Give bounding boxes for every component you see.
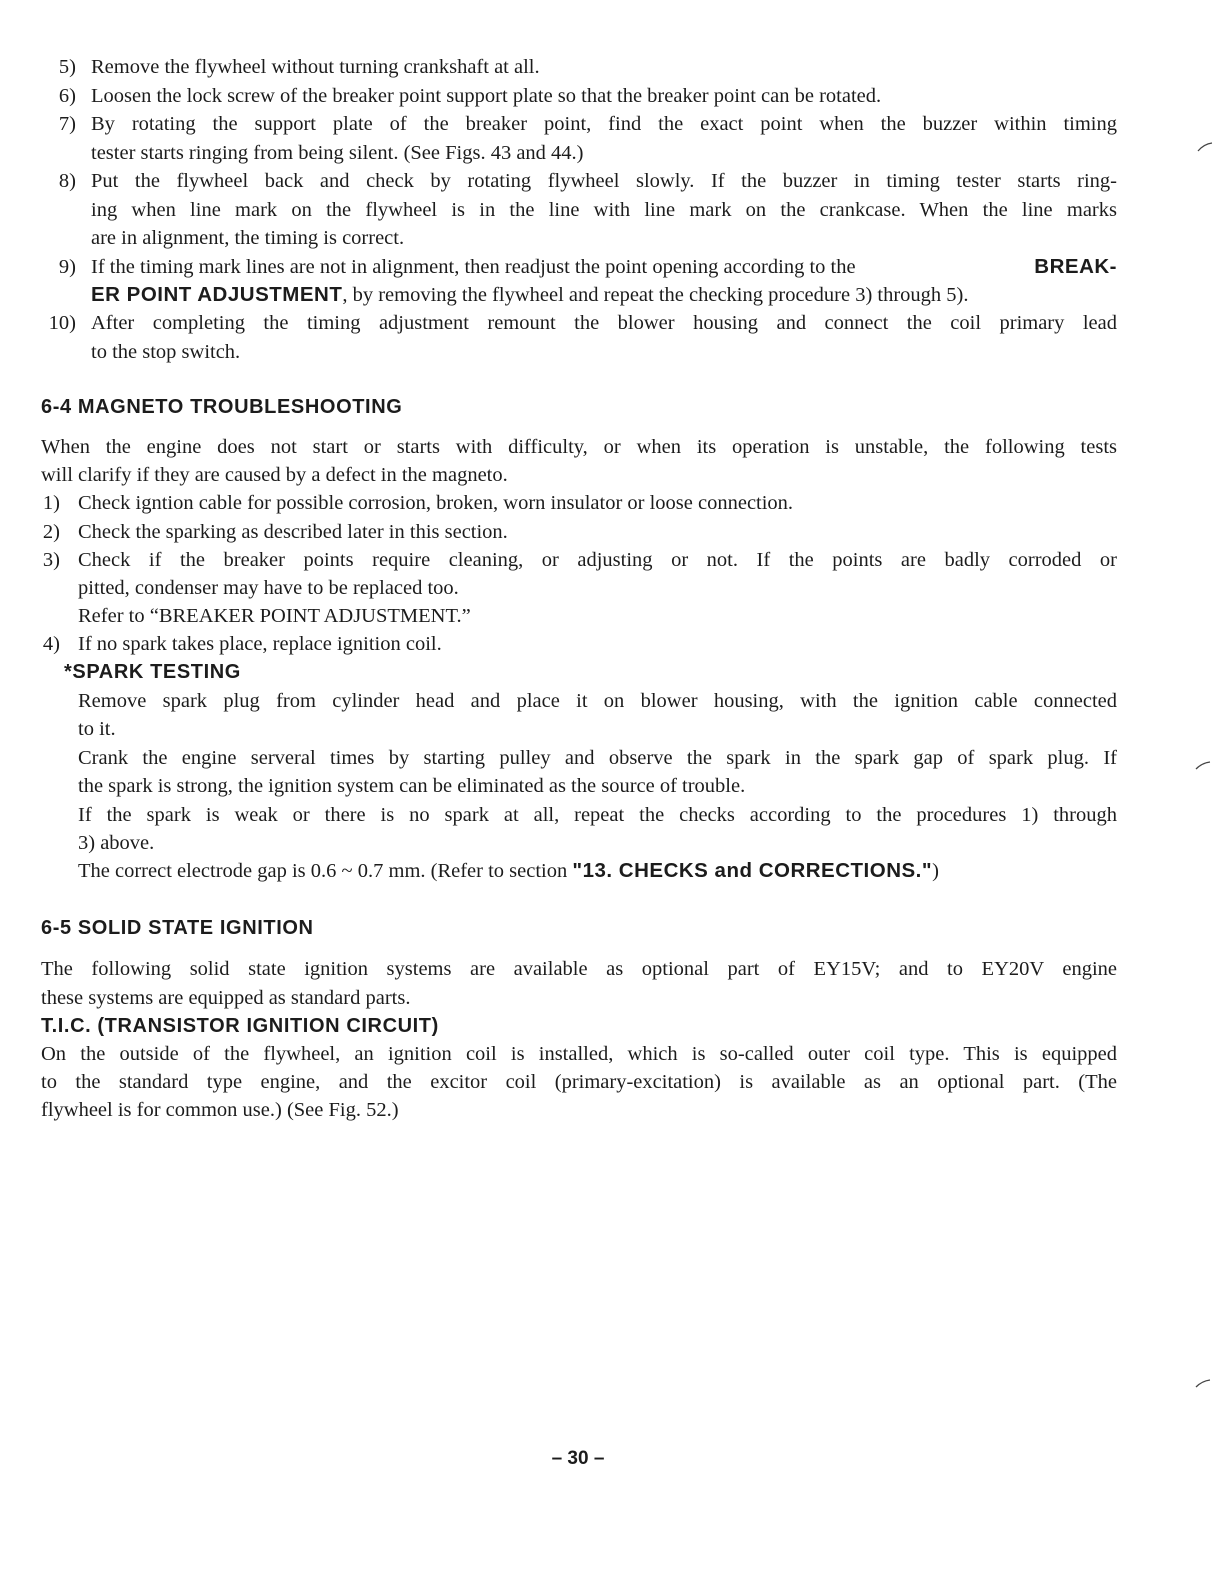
paragraph-line: If the spark is weak or there is no spark at all, repeat the checks according to the procedures 1) through [78,804,1117,826]
step-text: are in alignment, the timing is correct. [91,227,405,249]
check-item-4 [0,630,1227,658]
check-item-3-cont [0,602,1227,630]
spark-testing-line [0,772,1227,800]
step-text-bold: BREAK- [1034,255,1117,278]
check-item-3-cont [0,574,1227,602]
step-text: Put the flywheel back and check by rotating flywheel slowly. If the buzzer in timing tester starts ring- [91,170,1117,192]
gap-reference: "13. CHECKS and CORRECTIONS." [572,859,933,882]
spark-testing-line [0,829,1227,857]
step-text-plain: , by removing the flywheel and repeat the checking procedure 3) through 5). [342,284,969,306]
step-8-cont [0,196,1227,224]
step-7-cont [0,139,1227,167]
item-number: 1) [42,492,60,514]
step-8-cont [0,224,1227,252]
paragraph-line: these systems are equipped as standard parts. [41,987,411,1009]
step-5 [0,53,1227,81]
item-number: 2) [42,521,60,543]
spark-testing-heading: *SPARK TESTING [64,661,241,683]
paragraph-line: Crank the engine serveral times by starting pulley and observe the spark in the spark gap of spark plug. If [78,747,1117,769]
section-heading-6-4: 6-4 MAGNETO TROUBLESHOOTING [41,396,403,418]
item-text: Check the sparking as described later in this section. [78,521,508,543]
paragraph-line: will clarify if they are caused by a defect in the magneto. [41,464,508,486]
item-text: If no spark takes place, replace ignition coil. [78,633,442,655]
step-text: to the stop switch. [91,341,241,363]
margin-mark [1194,758,1214,772]
step-number: 6) [58,85,76,107]
item-number: 3) [42,549,60,571]
step-text [91,281,969,309]
paragraph-line: flywheel is for common use.) (See Fig. 52.) [41,1099,399,1121]
step-text-plain: If the timing mark lines are not in alignment, then readjust the point opening according to the [91,256,856,278]
item-text: pitted, condenser may have to be replaced too. [78,577,459,599]
step-number: 7) [58,113,76,135]
check-item-3 [0,546,1227,574]
check-item-2 [0,518,1227,546]
paragraph-line: the spark is strong, the ignition system can be eliminated as the source of trouble. [78,775,746,797]
step-text: ing when line mark on the flywheel is in the line with line mark on the crankcase. When the line marks [91,199,1117,221]
paragraph-line: The following solid state ignition systems are available as optional part of EY15V; and to EY20V engine [41,958,1117,980]
item-text: Check igntion cable for possible corrosion, broken, worn insulator or loose connection. [78,492,794,514]
step-10-cont [0,338,1227,366]
tic-line [0,1040,1227,1068]
step-6 [0,82,1227,110]
step-number: 8) [58,170,76,192]
step-10 [0,309,1227,337]
section-6-5-intro [0,984,1227,1012]
section-6-4-intro [0,433,1227,461]
paragraph-line: to it. [78,718,116,740]
step-7 [0,110,1227,138]
margin-mark [1194,1376,1214,1390]
electrode-gap-line [0,857,1227,885]
section-6-5-intro [0,955,1227,983]
paragraph-line [78,857,939,885]
paragraph-line: to the standard type engine, and the excitor coil (primary-excitation) is available as an optional part. (The [41,1071,1117,1093]
step-text-bold: ER POINT ADJUSTMENT [91,283,343,306]
section-heading-6-5: 6-5 SOLID STATE IGNITION [41,917,314,939]
item-text: Check if the breaker points require cleaning, or adjusting or not. If the points are badly corroded or [78,549,1117,571]
step-text: tester starts ringing from being silent. (See Figs. 43 and 44.) [91,142,584,164]
gap-end: ) [932,860,939,882]
spark-testing-line [0,687,1227,715]
item-number: 4) [42,633,60,655]
item-text: Refer to “BREAKER POINT ADJUSTMENT.” [78,605,471,627]
spark-testing-line [0,715,1227,743]
step-text: Remove the flywheel without turning crankshaft at all. [91,56,540,78]
step-text: Loosen the lock screw of the breaker point support plate so that the breaker point can be rotated. [91,85,882,107]
page-number: – 30 – [551,1448,605,1469]
step-9-cont [0,281,1227,309]
step-text: By rotating the support plate of the breaker point, find the exact point when the buzzer within timing [91,113,1117,135]
paragraph-line: On the outside of the flywheel, an ignition coil is installed, which is so-called outer coil type. This is equipped [41,1043,1117,1065]
spark-testing-line [0,744,1227,772]
tic-line [0,1068,1227,1096]
step-8 [0,167,1227,195]
paragraph-line: Remove spark plug from cylinder head and place it on blower housing, with the ignition cable connected [78,690,1117,712]
gap-text: The correct electrode gap is 0.6 ~ 0.7 mm. (Refer to section [78,860,573,882]
margin-mark [1196,140,1216,154]
spark-testing-line [0,801,1227,829]
paragraph-line: 3) above. [78,832,155,854]
tic-line [0,1096,1227,1124]
step-number: 5) [58,56,76,78]
step-number: 10) [48,312,76,334]
tic-heading: T.I.C. (TRANSISTOR IGNITION CIRCUIT) [41,1015,439,1037]
step-number: 9) [58,256,76,278]
step-text [91,253,1117,281]
check-item-1 [0,489,1227,517]
paragraph-line: When the engine does not start or starts with difficulty, or when its operation is unstable, the following tests [41,436,1117,458]
section-6-4-intro [0,461,1227,489]
step-9 [0,253,1227,281]
step-text: After completing the timing adjustment remount the blower housing and connect the coil primary lead [91,312,1117,334]
